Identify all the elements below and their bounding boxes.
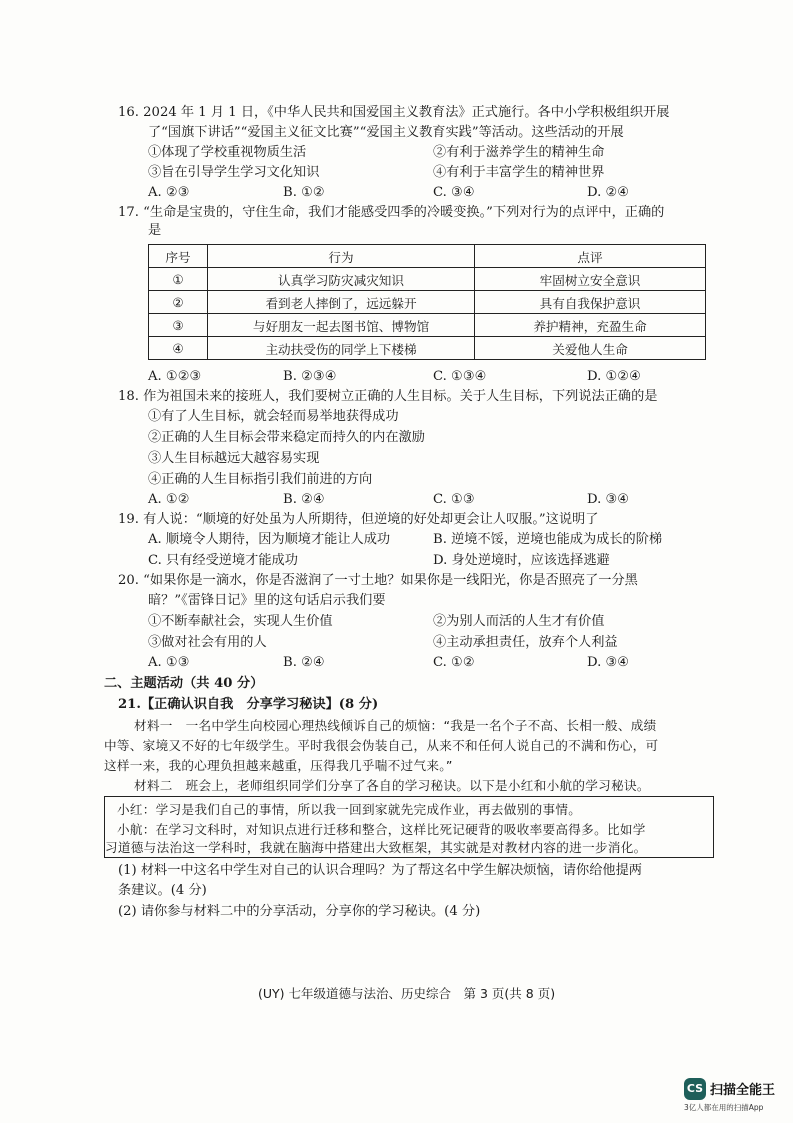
q21-sub1-line2: 条建议。(4 分) (118, 883, 207, 898)
table-row (149, 314, 706, 337)
q17-choice-c: C. ①③④ (433, 369, 487, 384)
table-cell: ④ (149, 337, 208, 360)
table-cell: 关爱他人生命 (475, 337, 706, 360)
q17-choice-d: D. ①②④ (587, 369, 641, 384)
page-footer: (UY) 七年级道德与法治、历史综合 第 3 页(共 8 页) (258, 986, 556, 1001)
q18-choice-c: C. ①③ (433, 492, 475, 507)
table-row (149, 268, 706, 291)
tip-xiaohong: 小红：学习是我们自己的事情，所以我一回到家就先完成作业，再去做别的事情。 (117, 802, 582, 817)
q21-sub1-line1: (1) 材料一中这名中学生对自己的认识合理吗？为了帮这名中学生解决烦恼，请你给他提两 (118, 863, 642, 878)
material-2: 材料二 班会上，老师组织同学们分享了各自的学习秘诀。以下是小红和小航的学习秘诀。 (134, 778, 650, 793)
q20-stem-line1: 20. “如果你是一滴水，你是否滋润了一寸土地？如果你是一线阳光，你是否照亮了一分黑 (118, 573, 638, 588)
table-row (149, 337, 706, 360)
q20-choice-a: A. ①③ (148, 655, 190, 670)
scanner-tagline: 3亿人都在用的扫描App (684, 1103, 764, 1112)
table-cell: ③ (149, 314, 208, 337)
q19-option-b: B. 逆境不馁，逆境也能成为成长的阶梯 (433, 532, 663, 547)
scanner-logo-icon: CS (684, 1078, 706, 1100)
tip-xiaohang-line2: 习道德与法治这一学科时，我就在脑海中搭建出大致框架，其实就是对教材内容的进一步消化。 (105, 840, 647, 855)
section-heading: 二、主题活动（共 40 分） (104, 676, 264, 691)
q20-choice-c: C. ①② (433, 655, 475, 670)
q16-stem-line2: 了“国旗下讲话”“爱国主义征文比赛”“爱国主义教育实践”等活动。这些活动的开展 (148, 125, 624, 140)
material-1-line3: 这样一来，我的心理负担越来越重，压得我几乎喘不过气来。” (104, 758, 453, 773)
q16-option-4: ④有利于丰富学生的精神世界 (433, 165, 605, 180)
table-header-cell: 序号 (149, 245, 208, 268)
table-header-cell: 行为 (208, 245, 475, 268)
table-cell: ② (149, 291, 208, 314)
table-cell: 具有自我保护意识 (475, 291, 706, 314)
q18-option-4: ④正确的人生目标指引我们前进的方向 (148, 472, 373, 487)
table-row (149, 291, 706, 314)
q17-table (148, 244, 706, 360)
table-cell: 养护精神，充盈生命 (475, 314, 706, 337)
tips-box (104, 796, 714, 858)
table-cell: 牢固树立安全意识 (475, 268, 706, 291)
table-header-cell: 点评 (475, 245, 706, 268)
table-cell: 主动扶受伤的同学上下楼梯 (208, 337, 475, 360)
q17-stem-line2: 是 (148, 223, 162, 238)
q19-stem: 19. 有人说：“顺境的好处虽为人所期待，但逆境的好处却更会让人叹服。”这说明了 (118, 512, 599, 527)
q18-option-2: ②正确的人生目标会带来稳定而持久的内在激励 (148, 430, 425, 445)
q18-choice-a: A. ①② (148, 492, 190, 507)
q16-option-1: ①体现了学校重视物质生活 (148, 145, 307, 160)
table-header-row (149, 245, 706, 268)
q19-option-c: C. 只有经受逆境才能成功 (148, 553, 298, 568)
table-cell: 认真学习防灾减灾知识 (208, 268, 475, 291)
q16-option-3: ③旨在引导学生学习文化知识 (148, 165, 320, 180)
tip-xiaohang-line1: 小航：在学习文科时，对知识点进行迁移和整合，这样比死记硬背的吸收率要高得多。比如学 (117, 822, 646, 837)
q21-sub2: (2) 请你参与材料二中的分享活动，分享你的学习秘诀。(4 分) (118, 904, 481, 919)
q16-choice-b: B. ①② (283, 185, 325, 200)
q17-choice-a: A. ①②③ (148, 369, 202, 384)
q18-option-3: ③人生目标越远大越容易实现 (148, 451, 320, 466)
table-cell: 与好朋友一起去图书馆、博物馆 (208, 314, 475, 337)
q16-stem-line1: 16. 2024 年 1 月 1 日，《中华人民共和国爱国主义教育法》正式施行。各中小学积极组织开展 (118, 105, 670, 120)
q20-stem-line2: 暗？”《雷锋日记》里的这句话启示我们要 (148, 593, 386, 608)
q20-choice-d: D. ③④ (587, 655, 630, 670)
q18-choice-b: B. ②④ (283, 492, 325, 507)
table-cell: ① (149, 268, 208, 291)
q19-option-a: A. 顺境令人期待，因为顺境才能让人成功 (148, 532, 391, 547)
q20-option-3: ③做对社会有用的人 (148, 635, 267, 650)
q16-choice-a: A. ②③ (148, 185, 190, 200)
q18-choice-d: D. ③④ (587, 492, 630, 507)
q16-choice-d: D. ②④ (587, 185, 630, 200)
table-cell: 看到老人摔倒了，远远躲开 (208, 291, 475, 314)
q16-option-2: ②有利于滋养学生的精神生命 (433, 145, 605, 160)
q20-choice-b: B. ②④ (283, 655, 325, 670)
material-1-line2: 中等、家境又不好的七年级学生。平时我很会伪装自己，从来不和任何人说自己的不满和伤心，可 (104, 738, 659, 753)
q17-choice-b: B. ②③④ (283, 369, 337, 384)
q20-option-4: ④主动承担责任，放弃个人利益 (433, 635, 618, 650)
material-1-line1: 材料一 一名中学生向校园心理热线倾诉自己的烦恼：“我是一名个子不高、长相一般、成绩 (134, 718, 657, 733)
q21-title: 21.【正确认识自我 分享学习秘诀】(8 分) (118, 697, 379, 712)
q19-option-d: D. 身处逆境时，应该选择逃避 (433, 553, 610, 568)
q20-option-2: ②为别人而活的人生才有价值 (433, 614, 605, 629)
q18-option-1: ①有了人生目标，就会轻而易举地获得成功 (148, 409, 399, 424)
scanner-app-name: 扫描全能王 (710, 1083, 776, 1098)
q18-stem: 18. 作为祖国未来的接班人，我们要树立正确的人生目标。关于人生目标，下列说法正确的是 (118, 389, 658, 404)
q16-choice-c: C. ③④ (433, 185, 475, 200)
q20-option-1: ①不断奉献社会，实现人生价值 (148, 614, 333, 629)
q17-stem-line1: 17. “生命是宝贵的，守住生命，我们才能感受四季的冷暖变换。”下列对行为的点评中，正确的 (118, 205, 665, 220)
